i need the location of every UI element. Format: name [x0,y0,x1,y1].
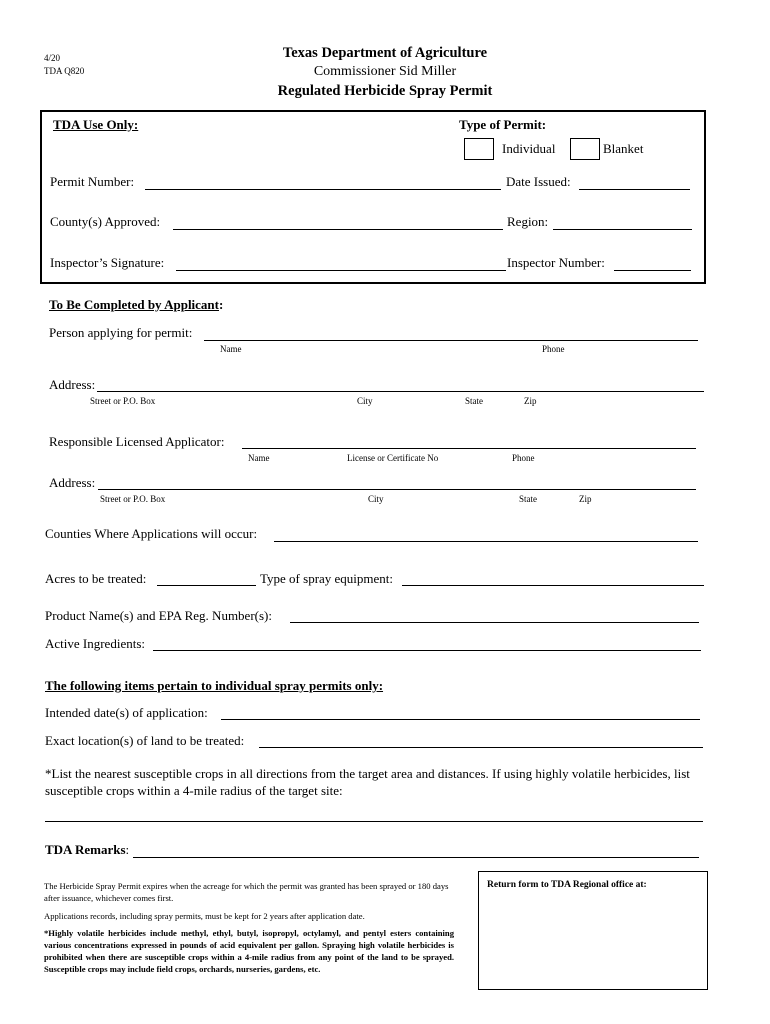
volatile-herbicides-note: *Highly volatile herbicides include methyl, ethyl, butyl, isopropyl, octylamyl, and pentyl esters containing various concentrations expressed in pounds of acid equivalent per gallon. Spraying high volatile herbicides is prohibited when there are susceptible crops within a 4-mile radius from any point of the land to be sprayed. Susceptible crops may include field crops, orchards, nurseries, gardens, etc. [44,928,454,974]
rla-address-label: Address: [49,475,96,490]
form-title: Regulated Herbicide Spray Permit [277,83,493,99]
tda-use-only-heading: TDA Use Only: [53,117,139,132]
individual-label: Individual [502,141,556,156]
active-ingredients-field[interactable] [153,650,701,651]
city-caption: City [357,396,373,406]
expiration-note: The Herbicide Spray Permit expires when the acreage for which the permit was granted has been sprayed or 180 days after issuance, whichever comes first. [44,881,449,903]
state-caption: State [465,396,483,406]
rla-city-caption: City [368,494,384,504]
blanket-checkbox[interactable] [570,138,600,160]
tda-remarks-label: TDA Remarks: [45,842,130,857]
exact-location-field[interactable] [259,747,703,748]
equipment-label: Type of spray equipment: [260,571,394,586]
equipment-field[interactable] [402,585,704,586]
county-approved-label: County(s) Approved: [50,214,161,229]
rla-phone-caption: Phone [512,453,535,463]
street-caption: Street or P.O. Box [90,396,156,406]
commissioner: Commissioner Sid Miller [313,64,457,79]
region-field[interactable] [553,229,692,230]
records-note: Applications records, including spray permits, must be kept for 2 years after application date. [44,911,365,921]
return-form-label: Return form to TDA Regional office at: [487,880,647,890]
susceptible-crops-field[interactable] [45,821,703,822]
county-approved-field[interactable] [173,229,503,230]
product-label: Product Name(s) and EPA Reg. Number(s): [45,608,272,623]
product-field[interactable] [290,622,699,623]
susceptible-crops-instructions: *List the nearest susceptible crops in all directions from the target area and distances. If using highly volatile herbicides, list susceptible crops within a 4-mile radius of the target site: [45,766,690,798]
rla-street-caption: Street or P.O. Box [100,494,166,504]
inspector-signature-field[interactable] [176,270,506,271]
date-issued-label: Date Issued: [506,174,571,189]
inspector-signature-label: Inspector’s Signature: [50,255,165,270]
intended-dates-field[interactable] [221,719,700,720]
rla-name-caption: Name [248,453,270,463]
acres-label: Acres to be treated: [45,571,147,586]
permit-number-field[interactable] [145,189,501,190]
form-id: TDA Q820 [44,66,85,76]
zip-caption: Zip [524,396,537,406]
person-phone-caption: Phone [542,344,565,354]
type-of-permit-heading: Type of Permit: [459,117,547,132]
exact-location-label: Exact location(s) of land to be treated: [45,733,245,748]
rla-address-field[interactable] [98,489,696,490]
address-label: Address: [49,377,96,392]
inspector-number-label: Inspector Number: [507,255,605,270]
agency-title: Texas Department of Agriculture [282,45,488,61]
counties-label: Counties Where Applications will occur: [45,526,258,541]
individual-heading: The following items pertain to individual spray permits only: [45,678,384,693]
form-date: 4/20 [44,53,61,63]
active-ingredients-label: Active Ingredients: [45,636,145,651]
rla-zip-caption: Zip [579,494,592,504]
permit-number-label: Permit Number: [50,174,135,189]
date-issued-field[interactable] [579,189,690,190]
person-applying-field[interactable] [204,340,698,341]
rla-label: Responsible Licensed Applicator: [49,434,225,449]
rla-state-caption: State [519,494,537,504]
inspector-number-field[interactable] [614,270,691,271]
region-label: Region: [507,214,549,229]
blanket-label: Blanket [603,141,644,156]
person-name-caption: Name [220,344,242,354]
individual-checkbox[interactable] [464,138,494,160]
counties-field[interactable] [274,541,698,542]
applicant-heading: To Be Completed by Applicant: [49,297,224,312]
intended-dates-label: Intended date(s) of application: [45,705,208,720]
person-applying-label: Person applying for permit: [49,325,193,340]
rla-license-caption: License or Certificate No [347,453,439,463]
rla-field[interactable] [242,448,696,449]
acres-field[interactable] [157,585,256,586]
tda-remarks-field[interactable] [133,857,699,858]
address-field[interactable] [97,391,704,392]
